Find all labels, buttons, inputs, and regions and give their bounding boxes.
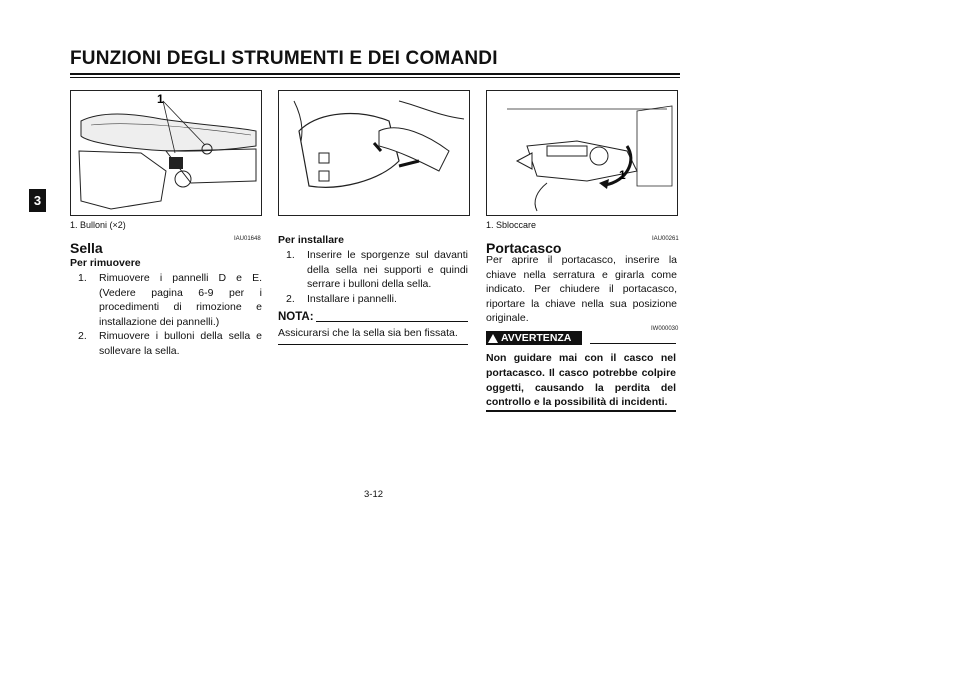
warning-rule — [590, 343, 676, 344]
figure1-callout: 1 — [157, 92, 164, 106]
list-item: 2. Rimuovere i bulloni della sella e sollevare la sella. — [78, 330, 262, 357]
install-steps — [286, 248, 468, 306]
portacasco-heading: Portacasco — [486, 240, 562, 256]
nota-bottom-rule — [278, 344, 468, 345]
page-number: 3-12 — [364, 489, 384, 500]
portacasco-paragraph: Per aprire il portacasco, inserire la chiave nella serratura e girarla come indicato. Per chiudere il portacasco, riportare la chiave nella sua posizione originale. — [486, 254, 677, 325]
sella-heading: Sella — [70, 240, 103, 256]
list-item: 1. Inserire le sporgenze sul davanti della sella nei supporti e quindi serrare i bulloni della sella. — [286, 249, 468, 291]
warning-bottom-rule — [486, 410, 676, 412]
list-item: 1. Rimuovere i pannelli D e E. (Vedere pagina 6-9 per i procedimenti di rimozione e installazione dei pannelli.) — [78, 272, 262, 328]
nota-rule — [316, 321, 468, 322]
chapter-tab: 3 — [29, 189, 46, 212]
warning-code: IW000030 — [651, 326, 679, 332]
figure1-caption: 1. Bulloni (×2) — [70, 220, 126, 230]
figure3-callout: 1 — [619, 168, 626, 182]
title-rule — [70, 73, 680, 75]
remove-title: Per rimuovere — [70, 257, 141, 269]
helmet-holder-illustration — [486, 90, 678, 216]
nota-label: NOTA: — [278, 311, 314, 323]
figure3-caption: 1. Sbloccare — [486, 220, 537, 230]
warning-text: Non guidare mai con il casco nel portacasco. Il casco potrebbe colpire oggetti, causando la perdita del controllo e la possibilità di incidenti. — [486, 352, 676, 409]
warning-badge — [486, 331, 582, 345]
list-item: 2. Installare i pannelli. — [286, 292, 397, 305]
page-title: FUNZIONI DEGLI STRUMENTI E DEI COMANDI — [70, 48, 498, 69]
portacasco-code: IAU00261 — [652, 236, 679, 242]
remove-steps — [78, 271, 262, 359]
sella-code: IAU01648 — [234, 236, 261, 242]
seat-drawing — [71, 91, 261, 215]
install-title: Per installare — [278, 234, 344, 246]
nota-text: Assicurarsi che la sella sia ben fissata. — [278, 327, 458, 339]
warning-triangle-icon — [488, 334, 498, 343]
title-rule-thin — [70, 77, 680, 78]
seat-install-illustration — [278, 90, 470, 216]
warning-label: AVVERTENZA — [501, 332, 572, 344]
seat-illustration — [70, 90, 262, 216]
